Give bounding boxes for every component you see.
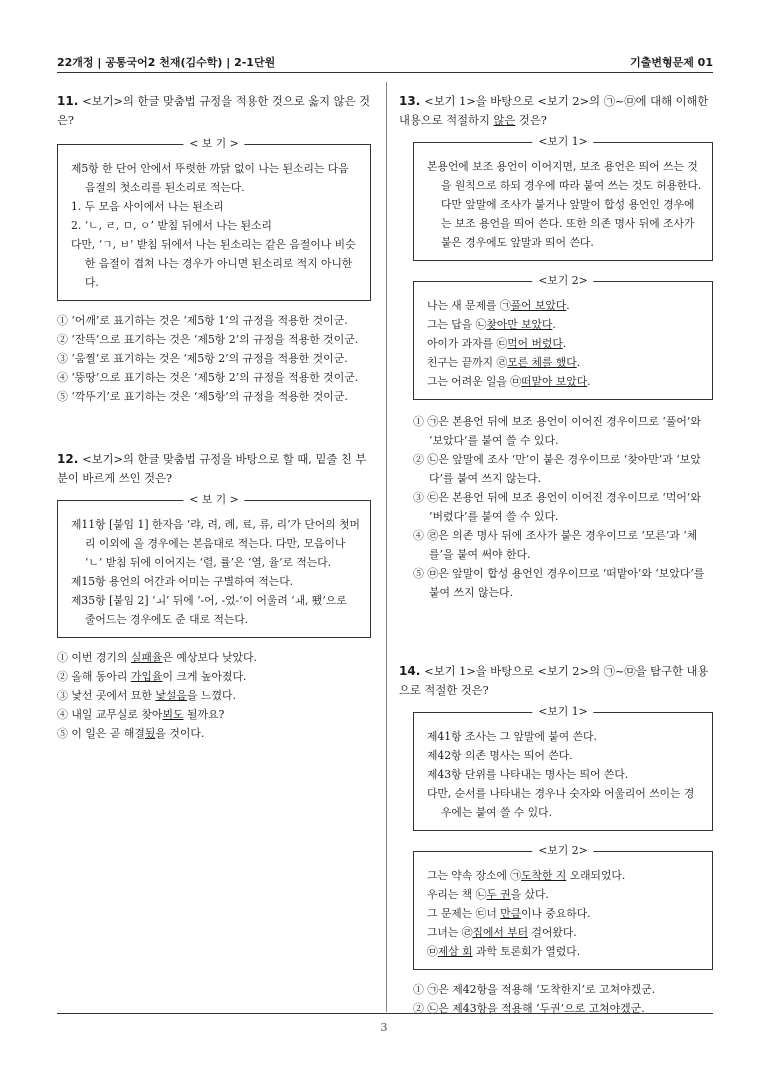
bogi-line: 1. 두 모음 사이에서 나는 된소리: [71, 200, 224, 213]
option-3[interactable]: ③ 낯선 곳에서 묘한 낯설음을 느꼈다.: [57, 689, 236, 702]
page-number: 3: [380, 1021, 388, 1034]
option-1[interactable]: ① ‘어깨’로 표기하는 것은 ‘제5항 1’의 규정을 적용한 것이군.: [57, 314, 348, 327]
bogi-line: 제15항 용언의 어간과 어미는 구별하여 적는다.: [71, 575, 294, 588]
option-4[interactable]: ④ 내일 교무실로 찾아뵈도 될까요?: [57, 708, 225, 721]
example-sentence: 그 문제는 ㉢너 만큼이나 중요하다.: [427, 907, 591, 920]
question-number: 12.: [57, 452, 79, 466]
underlined-word: 됬: [144, 727, 156, 740]
option-3[interactable]: ③ ㉢은 본용언 뒤에 보조 용언이 이어진 경우이므로 ‘먹어’와 ‘버렸다’를 붙여 쓸 수 있다.: [413, 491, 701, 523]
example-sentence: 친구는 끝까지 ㉣모른 체를 했다.: [427, 356, 581, 369]
underlined-word: 가입율: [130, 670, 163, 683]
option-4[interactable]: ④ ㉣은 의존 명사 뒤에 조사가 붙은 경우이므로 ‘모른’과 ‘체를’을 붙여 써야 한다.: [413, 529, 698, 561]
bogi-line: 제43항 단위를 나타내는 명사는 띄어 쓴다.: [427, 768, 629, 781]
option-1[interactable]: ① 이번 경기의 실패율은 예상보다 낮았다.: [57, 651, 258, 664]
bogi-caption: < 보 기 >: [183, 492, 244, 508]
stem-emphasis: 않은: [493, 114, 516, 127]
option-2[interactable]: ② ㉡은 제43항을 적용해 ‘두권’으로 고쳐야겠군.: [413, 1002, 645, 1015]
bogi-caption: <보기 2>: [532, 273, 593, 289]
example-sentence: 우리는 책 ㉡두 권을 샀다.: [427, 888, 549, 901]
bogi-line: 제42항 의존 명사는 띄어 쓴다.: [427, 749, 573, 762]
bogi-line: 다만, ‘ㄱ, ㅂ’ 받침 뒤에서 나는 된소리는 같은 음절이나 비슷한 음절이 겹쳐 나는 경우가 아니면 된소리로 적지 아니한다.: [71, 238, 356, 289]
question-13: 13. <보기 1>을 바탕으로 <보기 2>의 ㉠~㉤에 대해 이해한 내용으로 적절하지 않은 것은? <보기 1> 본용언에 보조 용언이 이어지면, 보조 용언은 띄어 쓰는 것을 원칙으로 하되 경우에 따라 붙여 쓰는 것도 허용한다. 다만 앞말에 조사가 붙거나 앞말이 합성 용언인 경우에는 보조 용언을 띄어 쓴다. 또한 의존 명사 뒤에 조사가 붙은 경우에도 앞말과 띄어 쓴다. <보기 2> 나는 새 문제를 ㉠풀어 보았다. 그는 답을 ㉡찾아만 보았다. 아이가 과자를 ㉢먹어 버렸다. 친구는 끝까지 ㉣모른 체를 했다. 그는 어려운 일을 ㉤떠맡아 보았다. ① ㉠은 본용언 뒤에 보조 용언이 이어진 경우이므로 ‘풀어’와 ‘보았다’를 붙여 쓸 수 있다. ② ㉡은 앞말에 조사 ‘만’이 붙은 경우이므로 ‘찾아만’과 ‘보았다’를 붙여 쓰지 않는다. ③ ㉢은 본용언 뒤에 보조 용언이 이어진 경우이므로 ‘먹어’와 ‘버렸다’를 붙여 쓸 수 있다. ④ ㉣은 의존 명사 뒤에 조사가 붙은 경우이므로 ‘모른’과 ‘체를’을 붙여 써야 한다. ⑤ ㉤은 앞말이 합성 용언인 경우이므로 ‘떠맡아’와 ‘보았다’를 붙여 쓰지 않는다.: [399, 92, 713, 602]
question-stem: <보기>의 한글 맞춤법 규정을 적용한 것으로 옳지 않은 것은?: [57, 95, 371, 127]
left-column: [57, 92, 371, 740]
bogi-text: 본용언에 보조 용언이 이어지면, 보조 용언은 띄어 쓰는 것을 원칙으로 하되 경우에 따라 붙여 쓰는 것도 허용한다. 다만 앞말에 조사가 붙거나 앞말이 합성 용언인 경우에는 보조 용언을 띄어 쓴다. 또한 의존 명사 뒤에 조사가 붙은 경우에도 앞말과 띄어 쓴다.: [427, 160, 702, 249]
bogi-box: [57, 493, 371, 638]
question-stem: <보기 1>을 바탕으로 <보기 2>의 ㉠~㉤에 대해 이해한 내용으로 적절하지: [399, 95, 709, 127]
bogi-line: 제35항 [붙임 2] ‘ㅚ’ 뒤에 ‘-어, -었-’이 어울려 ‘ㅙ, 뙜’으로 줄어드는 경우에도 준 대로 적는다.: [71, 594, 347, 626]
question-stem: <보기 1>을 바탕으로 <보기 2>의 ㉠~㉤을 탐구한 내용으로 적절한 것은?: [399, 665, 709, 697]
example-sentence: ㉤제삼 회 과학 토론회가 열렸다.: [427, 945, 581, 958]
right-column: [399, 92, 713, 1015]
bogi-line: 제5항 한 단어 안에서 뚜렷한 까닭 없이 나는 된소리는 다음 음절의 첫소리를 된소리로 적는다.: [71, 162, 349, 194]
option-3[interactable]: ③ ‘움찔’로 표기하는 것은 ‘제5항 2’의 규정을 적용한 것이군.: [57, 352, 348, 365]
question-number: 11.: [57, 94, 79, 108]
question-number: 13.: [399, 94, 421, 108]
bogi-line: 2. ‘ㄴ, ㄹ, ㅁ, ㅇ’ 받침 뒤에서 나는 된소리: [71, 219, 272, 232]
bogi-2-box: [413, 844, 713, 970]
option-2[interactable]: ② ‘잔뜩’으로 표기하는 것은 ‘제5항 2’의 규정을 적용한 것이군.: [57, 333, 359, 346]
example-sentence: 나는 새 문제를 ㉠풀어 보았다.: [427, 299, 570, 312]
footer-rule: [57, 1013, 713, 1014]
header-set-title: 기출변형문제 01: [630, 56, 713, 69]
option-4[interactable]: ④ ‘뚱땅’으로 표기하는 것은 ‘제5항 2’의 규정을 적용한 것이군.: [57, 371, 359, 384]
bogi-caption: <보기 2>: [532, 843, 593, 859]
question-number: 14.: [399, 664, 421, 678]
page-header: [57, 52, 713, 70]
option-list: [57, 648, 371, 743]
option-2[interactable]: ② 올해 동아리 가입율이 크게 높아졌다.: [57, 670, 247, 683]
example-sentence: 그는 약속 장소에 ㉠도착한 지 오래되었다.: [427, 869, 626, 882]
question-11: [57, 92, 371, 406]
underlined-word: 낯설음: [155, 689, 187, 702]
header-rule: [57, 72, 713, 73]
example-sentence: 그는 답을 ㉡찾아만 보았다.: [427, 318, 556, 331]
bogi-line: 제11항 [붙임 1] 한자음 ‘랴, 려, 례, 료, 류, 리’가 단어의 첫머리 이외에 올 경우에는 본음대로 적는다. 다만, 모음이나 ‘ㄴ’ 받침 뒤에 이어지는 ‘렬, 률’은 ‘열, 율’로 적는다.: [71, 518, 360, 569]
bogi-2-box: [413, 274, 713, 400]
option-5[interactable]: ⑤ ㉤은 앞말이 합성 용언인 경우이므로 ‘떠맡아’와 ‘보았다’를 붙여 쓰지 않는다.: [413, 567, 705, 599]
header-course-info: 22개정 | 공통국어2 천재(김수학) | 2-1단원: [57, 56, 276, 69]
bogi-caption: <보기 1>: [532, 134, 593, 150]
option-2[interactable]: ② ㉡은 앞말에 조사 ‘만’이 붙은 경우이므로 ‘찾아만’과 ‘보았다’를 붙여 쓰지 않는다.: [413, 453, 701, 485]
question-stem: <보기>의 한글 맞춤법 규정을 바탕으로 할 때, 밑줄 친 부분이 바르게 쓰인 것은?: [57, 453, 367, 485]
option-1[interactable]: ① ㉠은 본용언 뒤에 보조 용언이 이어진 경우이므로 ‘풀어’와 ‘보았다’를 붙여 쓸 수 있다.: [413, 415, 701, 447]
option-5[interactable]: ⑤ 이 일은 곧 해결됬을 것이다.: [57, 727, 205, 740]
question-14: [399, 662, 713, 1018]
bogi-1-box: [413, 135, 713, 261]
example-sentence: 아이가 과자를 ㉢먹어 버렸다.: [427, 337, 567, 350]
option-list: [413, 412, 713, 602]
option-1[interactable]: ① ㉠은 제42항을 적용해 ‘도착한지’로 고쳐야겠군.: [413, 983, 656, 996]
example-sentence: 그는 어려운 일을 ㉤떠맡아 보았다.: [427, 375, 591, 388]
bogi-1-box: [413, 705, 713, 831]
underlined-word: 실패율: [130, 651, 163, 664]
bogi-line: 다만, 순서를 나타내는 경우나 숫자와 어울리어 쓰이는 경우에는 붙여 쓸 수 있다.: [427, 787, 695, 819]
question-12: [57, 450, 371, 743]
option-5[interactable]: ⑤ ‘깍뚜기’로 표기하는 것은 ‘제5항’의 규정을 적용한 것이군.: [57, 390, 348, 403]
bogi-caption: < 보 기 >: [183, 136, 244, 152]
bogi-box: [57, 137, 371, 301]
option-list: [57, 311, 371, 406]
bogi-caption: <보기 1>: [532, 704, 593, 720]
column-divider: [386, 82, 387, 1012]
example-sentence: 그녀는 ㉣집에서 부터 걸어왔다.: [427, 926, 577, 939]
bogi-line: 제41항 조사는 그 앞말에 붙여 쓴다.: [427, 730, 597, 743]
underlined-word: 뵈도: [162, 708, 184, 721]
